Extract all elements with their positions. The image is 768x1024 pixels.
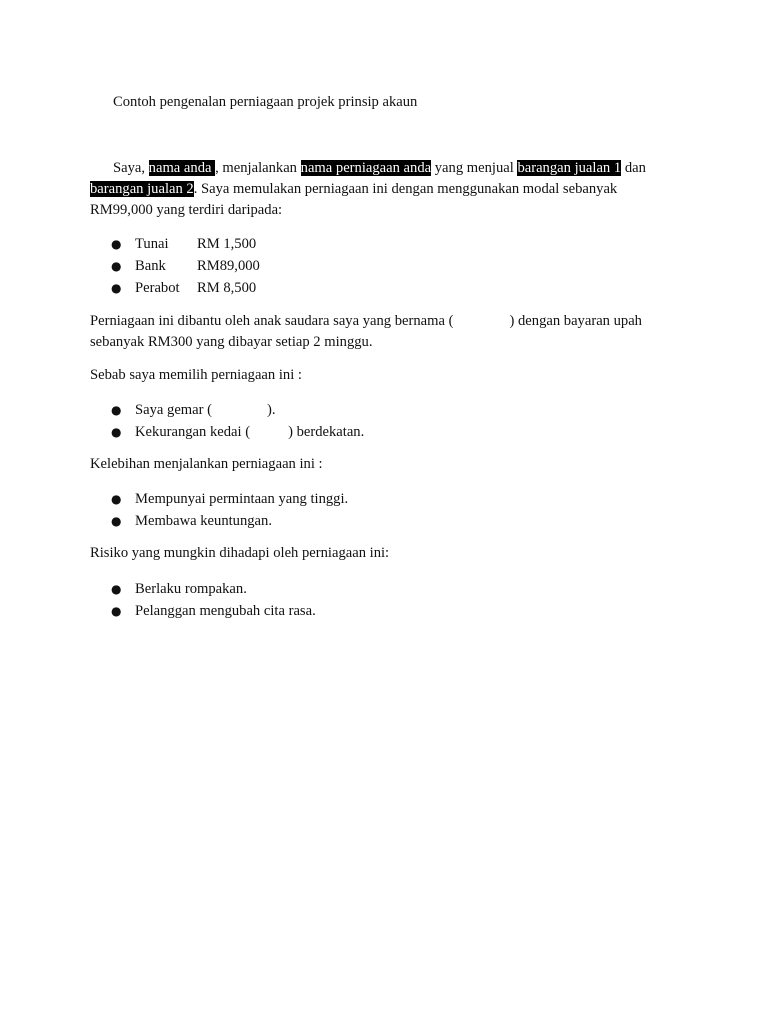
bullet-icon: ● bbox=[111, 492, 122, 506]
capital-label: Bank bbox=[135, 258, 166, 274]
reason-text: Kekurangan kedai ( bbox=[135, 424, 251, 440]
capital-label: Perabot bbox=[135, 280, 180, 296]
document-title: Contoh pengenalan perniagaan projek prinsip akaun bbox=[113, 94, 418, 110]
capital-value: RM89,000 bbox=[197, 258, 260, 274]
intro-line-2 bbox=[90, 179, 680, 200]
bullet-icon: ● bbox=[111, 259, 122, 273]
reason-text: Saya gemar ( bbox=[135, 402, 212, 418]
list-item bbox=[90, 399, 364, 421]
capital-value: RM 8,500 bbox=[197, 280, 257, 296]
bullet-icon: ● bbox=[111, 425, 122, 439]
reasons-list bbox=[90, 399, 364, 443]
list-item bbox=[90, 488, 348, 510]
intro-text-2: , menjalankan bbox=[215, 160, 301, 176]
risks-heading: Risiko yang mungkin dihadapi oleh perniagaan ini: bbox=[90, 545, 390, 561]
intro-line-3: RM99,000 yang terdiri daripada: bbox=[90, 202, 283, 218]
reasons-heading: Sebab saya memilih perniagaan ini : bbox=[90, 367, 302, 383]
capital-label: Tunai bbox=[135, 236, 169, 252]
intro-line-1 bbox=[90, 158, 680, 179]
helper-line-1 bbox=[90, 311, 690, 332]
list-item bbox=[90, 233, 260, 255]
advantage-text: Membawa keuntungan. bbox=[135, 513, 272, 529]
helper-line-2: sebanyak RM300 yang dibayar setiap 2 minggu. bbox=[90, 334, 373, 350]
advantage-text: Mempunyai permintaan yang tinggi. bbox=[135, 491, 349, 507]
list-item bbox=[90, 255, 260, 277]
intro-paragraph bbox=[90, 158, 680, 221]
risks-list bbox=[90, 578, 316, 622]
bullet-icon: ● bbox=[111, 582, 122, 596]
advantages-heading: Kelebihan menjalankan perniagaan ini : bbox=[90, 456, 323, 472]
reason-text: ) berdekatan. bbox=[288, 424, 365, 440]
list-item bbox=[90, 578, 316, 600]
highlight-item-2: barangan jualan 2 bbox=[90, 181, 194, 197]
list-item bbox=[90, 277, 260, 299]
highlight-item-1: barangan jualan 1 bbox=[517, 160, 622, 176]
risk-text: Berlaku rompakan. bbox=[135, 581, 247, 597]
intro-text-5: . Saya memulakan perniagaan ini dengan menggunakan modal sebanyak bbox=[193, 181, 618, 197]
highlight-business: nama perniagaan anda bbox=[300, 160, 432, 176]
intro-text-3: yang menjual bbox=[431, 160, 518, 176]
bullet-icon: ● bbox=[111, 403, 122, 417]
intro-text-4: dan bbox=[621, 160, 646, 176]
reason-text: ). bbox=[267, 402, 276, 418]
list-item bbox=[90, 510, 348, 532]
bullet-icon: ● bbox=[111, 604, 122, 618]
risk-text: Pelanggan mengubah cita rasa. bbox=[135, 603, 316, 619]
capital-list bbox=[90, 233, 260, 299]
bullet-icon: ● bbox=[111, 514, 122, 528]
helper-paragraph bbox=[90, 311, 690, 353]
intro-text-1: Saya, bbox=[113, 160, 149, 176]
bullet-icon: ● bbox=[111, 281, 122, 295]
highlight-name: nama anda bbox=[148, 160, 216, 176]
helper-text-2: ) dengan bayaran upah bbox=[509, 313, 642, 329]
helper-text-1: Perniagaan ini dibantu oleh anak saudara saya yang bernama ( bbox=[90, 313, 454, 329]
list-item bbox=[90, 421, 364, 443]
capital-value: RM 1,500 bbox=[197, 236, 257, 252]
bullet-icon: ● bbox=[111, 237, 122, 251]
list-item bbox=[90, 600, 316, 622]
advantages-list bbox=[90, 488, 348, 532]
